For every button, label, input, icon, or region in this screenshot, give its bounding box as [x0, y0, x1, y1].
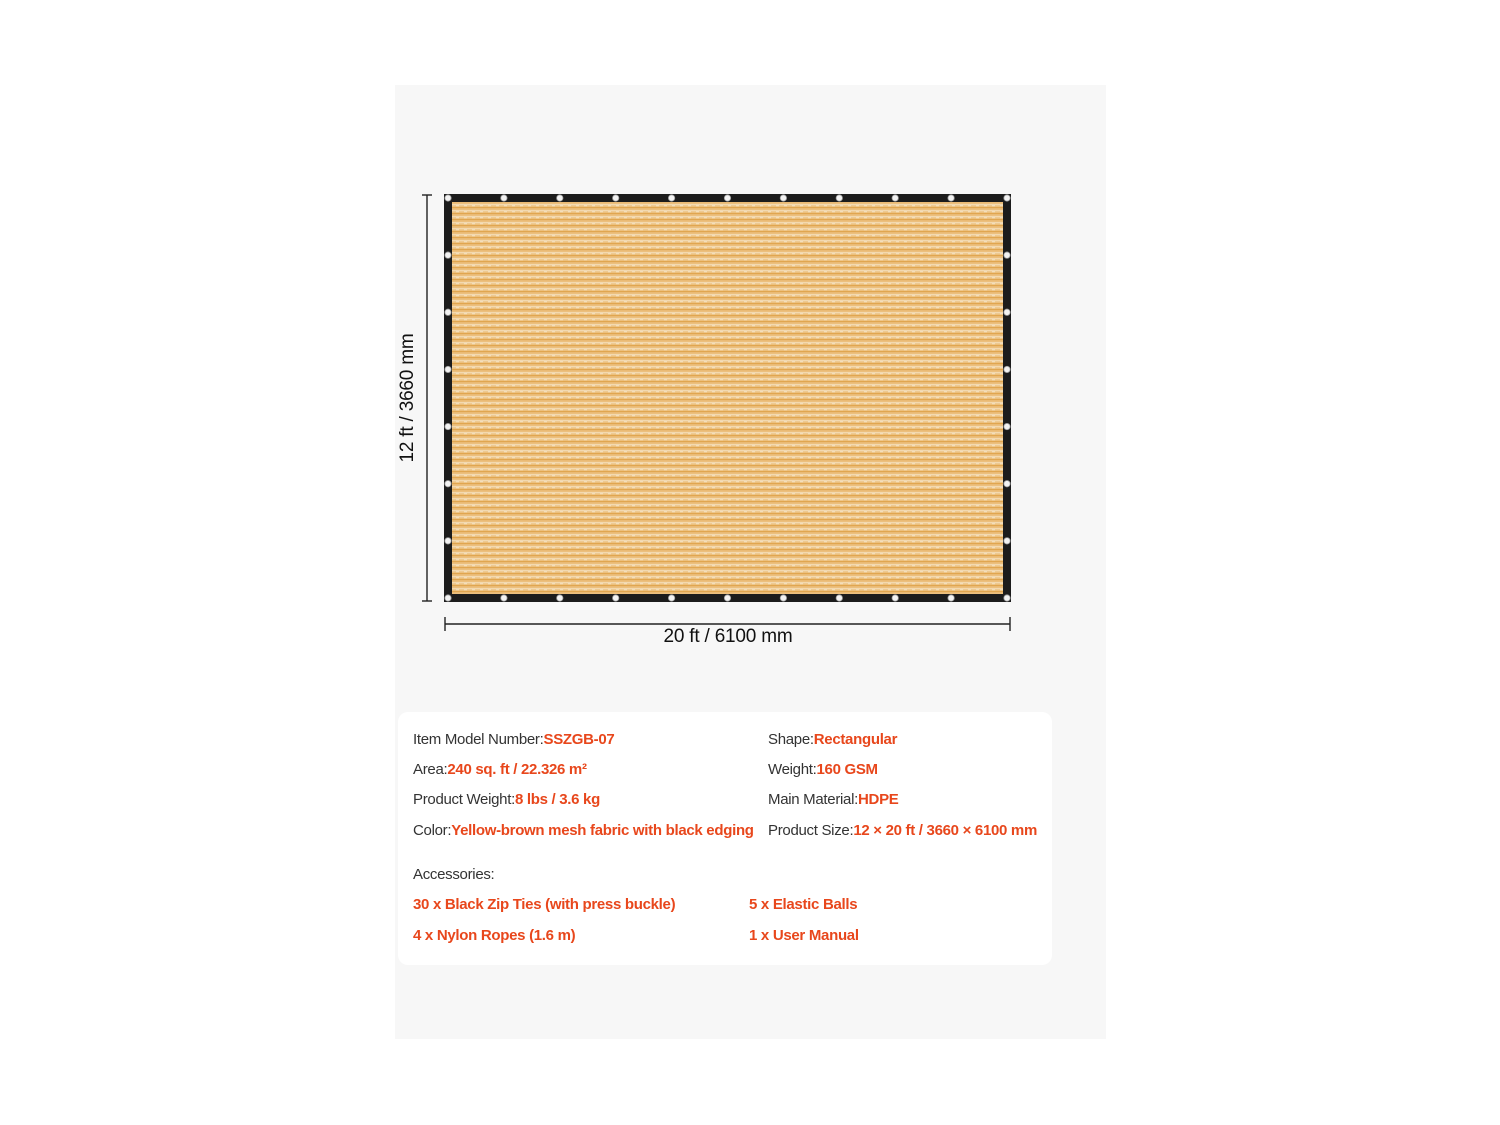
- grommet: [1004, 252, 1010, 258]
- sail-mesh-fabric: [452, 202, 1003, 594]
- grommet: [445, 595, 451, 601]
- spec-weight: [768, 761, 878, 778]
- grommet: [501, 195, 507, 201]
- height-dimension-line: [422, 195, 432, 601]
- grommet: [948, 195, 954, 201]
- grommet: [836, 595, 842, 601]
- spec-label: Weight:: [768, 761, 817, 778]
- grommet: [892, 595, 898, 601]
- grommet: [445, 366, 451, 372]
- grommet: [613, 195, 619, 201]
- grommet: [668, 195, 674, 201]
- spec-product-size: [768, 822, 1037, 839]
- spec-label: Product Weight:: [413, 791, 515, 808]
- grommet: [780, 595, 786, 601]
- grommet: [724, 195, 730, 201]
- grommet: [892, 195, 898, 201]
- spec-main-material: [768, 791, 898, 808]
- spec-label: Product Size:: [768, 822, 854, 839]
- spec-value: 12 × 20 ft / 3660 × 6100 mm: [853, 822, 1038, 839]
- spec-value: 160 GSM: [816, 761, 878, 778]
- spec-value: HDPE: [858, 791, 899, 808]
- grommet: [445, 423, 451, 429]
- spec-label: Item Model Number:: [413, 731, 544, 748]
- grommet: [668, 595, 674, 601]
- grommet: [557, 195, 563, 201]
- grommet: [1004, 538, 1010, 544]
- spec-shape: [768, 731, 897, 748]
- grommet: [1004, 309, 1010, 315]
- spec-area: [413, 761, 587, 778]
- spec-value: 8 lbs / 3.6 kg: [514, 791, 600, 808]
- grommet: [1004, 595, 1010, 601]
- grommet: [501, 595, 507, 601]
- grommet: [1004, 195, 1010, 201]
- accessory-item: 1 x User Manual: [749, 927, 859, 944]
- grommet: [445, 538, 451, 544]
- grommet: [557, 595, 563, 601]
- spec-label: Area:: [413, 761, 448, 778]
- grommet: [836, 195, 842, 201]
- grommet: [613, 595, 619, 601]
- spec-item-model: [413, 731, 614, 748]
- width-dimension-label: 20 ft / 6100 mm: [663, 626, 793, 647]
- accessory-item: 4 x Nylon Ropes (1.6 m): [413, 927, 576, 944]
- grommet: [445, 481, 451, 487]
- spec-value: Yellow-brown mesh fabric with black edging: [451, 822, 754, 839]
- grommet: [780, 195, 786, 201]
- spec-label: Color:: [413, 822, 452, 839]
- accessories-title: Accessories:: [413, 866, 495, 883]
- spec-value: Rectangular: [813, 731, 898, 748]
- spec-label: Main Material:: [768, 791, 858, 808]
- grommet: [445, 252, 451, 258]
- grommet: [724, 595, 730, 601]
- grommet: [1004, 481, 1010, 487]
- grommet: [445, 309, 451, 315]
- grommet: [1004, 423, 1010, 429]
- spec-product-weight: [413, 791, 600, 808]
- spec-card: [398, 712, 1052, 965]
- accessory-item: 5 x Elastic Balls: [749, 896, 858, 913]
- grommet: [445, 195, 451, 201]
- grommet: [948, 595, 954, 601]
- spec-value: 240 sq. ft / 22.326 m²: [447, 761, 587, 778]
- height-dimension-label: 12 ft / 3660 mm: [397, 333, 418, 463]
- spec-label: Shape:: [768, 731, 814, 748]
- spec-value: SSZGB-07: [543, 731, 615, 748]
- accessory-item: 30 x Black Zip Ties (with press buckle): [413, 896, 676, 913]
- spec-color: [413, 822, 754, 839]
- grommet: [1004, 366, 1010, 372]
